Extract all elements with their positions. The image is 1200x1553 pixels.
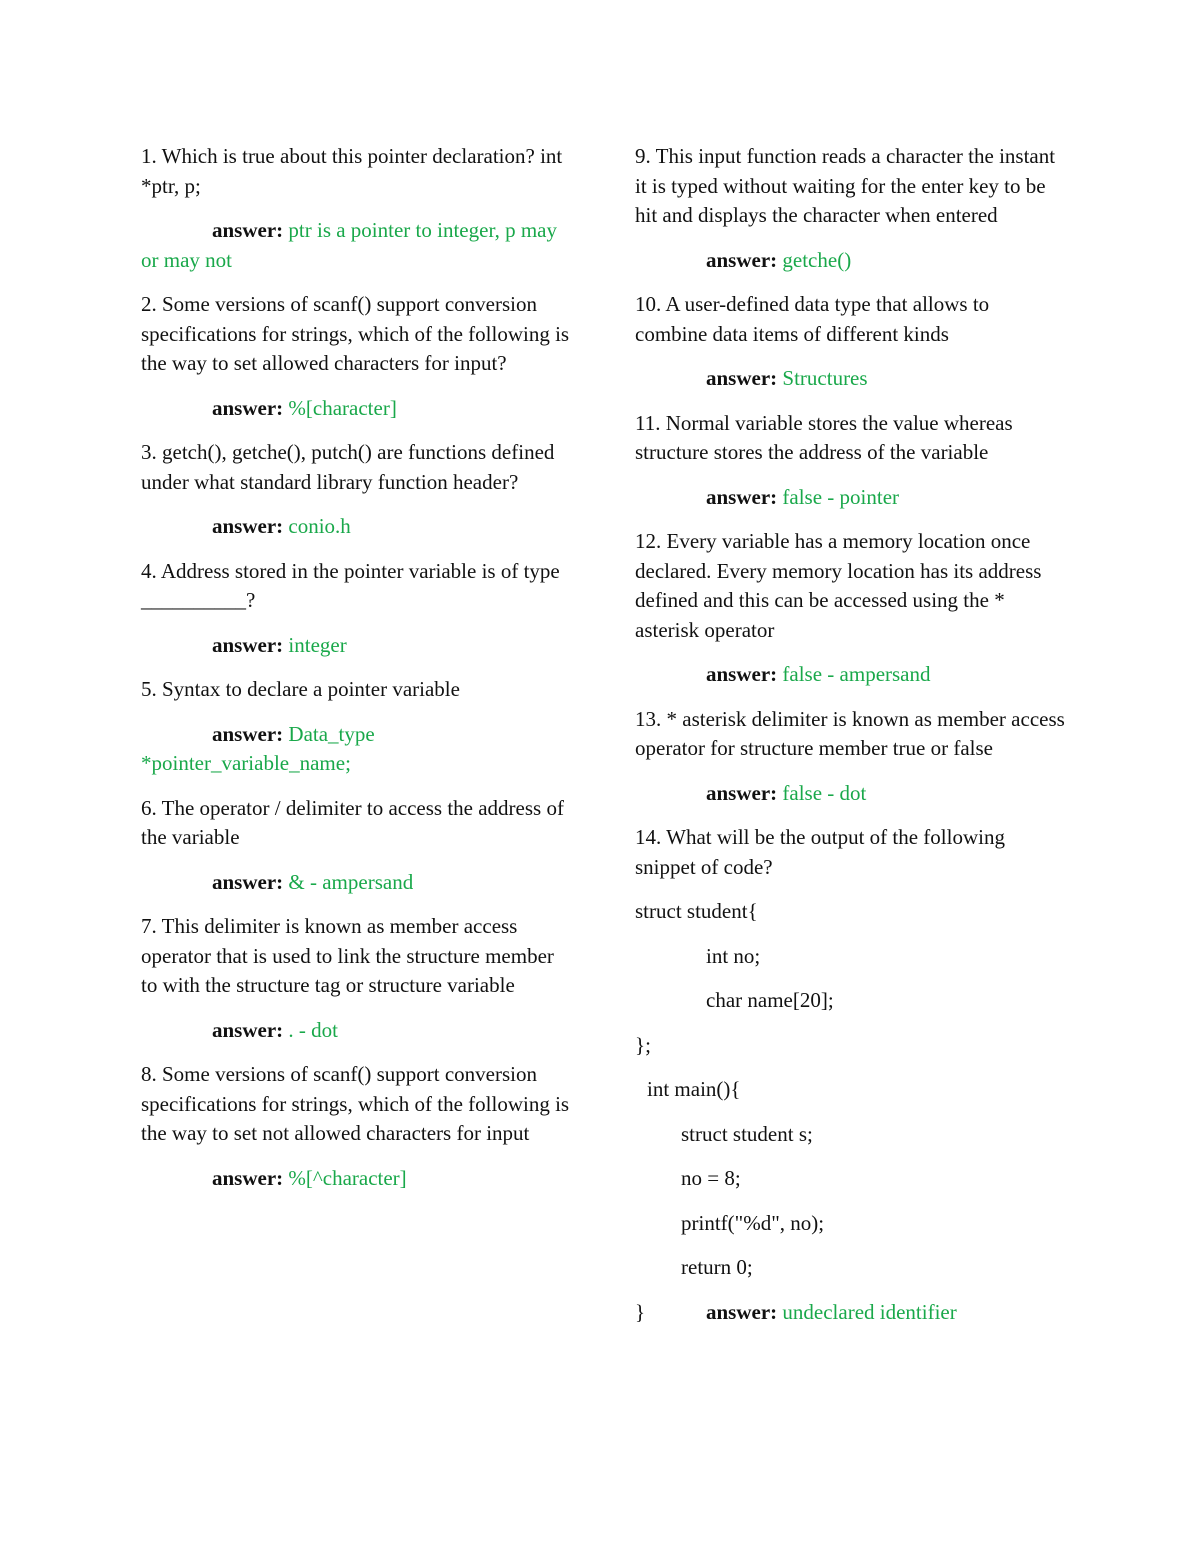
answer-label: answer: bbox=[212, 869, 284, 894]
answer-label: answer: bbox=[212, 721, 284, 746]
code-snippet bbox=[635, 897, 1065, 1327]
answer-label: answer: bbox=[212, 1017, 284, 1042]
answer-text: false - ampersand bbox=[782, 662, 931, 686]
answer-label: answer: bbox=[706, 484, 778, 509]
code-line: int no; bbox=[706, 943, 761, 968]
answer-13 bbox=[635, 779, 1065, 809]
answer-8 bbox=[141, 1164, 571, 1194]
code-line: printf("%d", no); bbox=[681, 1210, 825, 1235]
answer-text: getche() bbox=[782, 247, 852, 272]
left-column bbox=[141, 142, 571, 1208]
code-last-line bbox=[635, 1298, 1065, 1328]
answer-10 bbox=[635, 364, 1065, 394]
answer-text: Structures bbox=[782, 366, 868, 390]
code-line: no = 8; bbox=[681, 1166, 741, 1190]
answer-2 bbox=[141, 394, 571, 424]
answer-7 bbox=[141, 1016, 571, 1046]
answer-text: & - ampersand bbox=[288, 869, 414, 894]
answer-label: answer: bbox=[212, 1165, 284, 1190]
answer-6 bbox=[141, 868, 571, 898]
answer-text: conio.h bbox=[288, 514, 351, 538]
question-14: 14. What will be the output of the following snippet of code? bbox=[635, 825, 1005, 879]
answer-label: answer: bbox=[212, 514, 284, 538]
question-11: 11. Normal variable stores the value whereas structure stores the address of the variable bbox=[635, 410, 1013, 464]
answer-text: ptr is a pointer to integer, p may or may not bbox=[141, 218, 557, 272]
answer-5 bbox=[141, 720, 571, 779]
answer-label: answer: bbox=[212, 395, 284, 420]
answer-11 bbox=[635, 483, 1065, 513]
answer-text: false - dot bbox=[782, 780, 867, 805]
answer-text: integer bbox=[288, 632, 347, 657]
question-8: 8. Some versions of scanf() support conversion specifications for strings, which of the following is the way to set not allowed characters for input bbox=[141, 1062, 570, 1145]
code-line: struct student s; bbox=[681, 1121, 813, 1146]
answer-9 bbox=[635, 246, 1065, 276]
answer-label: answer: bbox=[706, 662, 778, 686]
right-column bbox=[635, 142, 1065, 1327]
answer-text: Data_type *pointer_variable_name; bbox=[141, 721, 375, 775]
answer-12 bbox=[635, 660, 1065, 690]
answer-text: undeclared identifier bbox=[782, 1299, 957, 1324]
answer-14 bbox=[706, 1298, 957, 1328]
question-6: 6. The operator / delimiter to access the address of the variable bbox=[141, 795, 564, 849]
answer-label: answer: bbox=[706, 1299, 778, 1324]
answer-text: %[^character] bbox=[288, 1165, 407, 1190]
question-12: 12. Every variable has a memory location once declared. Every memory location has its address defined and this can be accessed using the * asterisk operator bbox=[635, 529, 1042, 642]
question-1: 1. Which is true about this pointer declaration? int *ptr, p; bbox=[141, 144, 563, 198]
answer-4 bbox=[141, 631, 571, 661]
answer-label: answer: bbox=[706, 366, 778, 390]
question-9: 9. This input function reads a character the instant it is typed without waiting for the enter key to be hit and displays the character when entered bbox=[635, 144, 1056, 227]
answer-label: answer: bbox=[706, 780, 778, 805]
question-4: 4. Address stored in the pointer variable is of type __________? bbox=[141, 558, 560, 612]
question-3: 3. getch(), getche(), putch() are functions defined under what standard library function header? bbox=[141, 440, 555, 494]
question-13: 13. * asterisk delimiter is known as member access operator for structure member true or false bbox=[635, 706, 1065, 760]
answer-3 bbox=[141, 512, 571, 542]
answer-label: answer: bbox=[706, 247, 778, 272]
question-7: 7. This delimiter is known as member access operator that is used to link the structure member to with the structure tag or structure variable bbox=[141, 914, 554, 997]
answer-text: %[character] bbox=[288, 395, 397, 420]
answer-1 bbox=[141, 216, 571, 275]
answer-text: false - pointer bbox=[782, 484, 900, 509]
answer-text: . - dot bbox=[288, 1017, 338, 1042]
code-line: } bbox=[635, 1299, 646, 1324]
answer-label: answer: bbox=[212, 632, 284, 657]
question-5: 5. Syntax to declare a pointer variable bbox=[141, 677, 460, 701]
code-line: int main(){ bbox=[647, 1077, 741, 1101]
code-line: struct student{ bbox=[635, 899, 758, 923]
code-line: return 0; bbox=[681, 1255, 753, 1279]
answer-label: answer: bbox=[212, 218, 284, 242]
question-10: 10. A user-defined data type that allows to combine data items of different kinds bbox=[635, 292, 990, 346]
code-line: char name[20]; bbox=[706, 988, 834, 1012]
question-2: 2. Some versions of scanf() support conversion specifications for strings, which of the following is the way to set allowed characters for input? bbox=[141, 292, 570, 375]
code-line: }; bbox=[635, 1032, 651, 1057]
